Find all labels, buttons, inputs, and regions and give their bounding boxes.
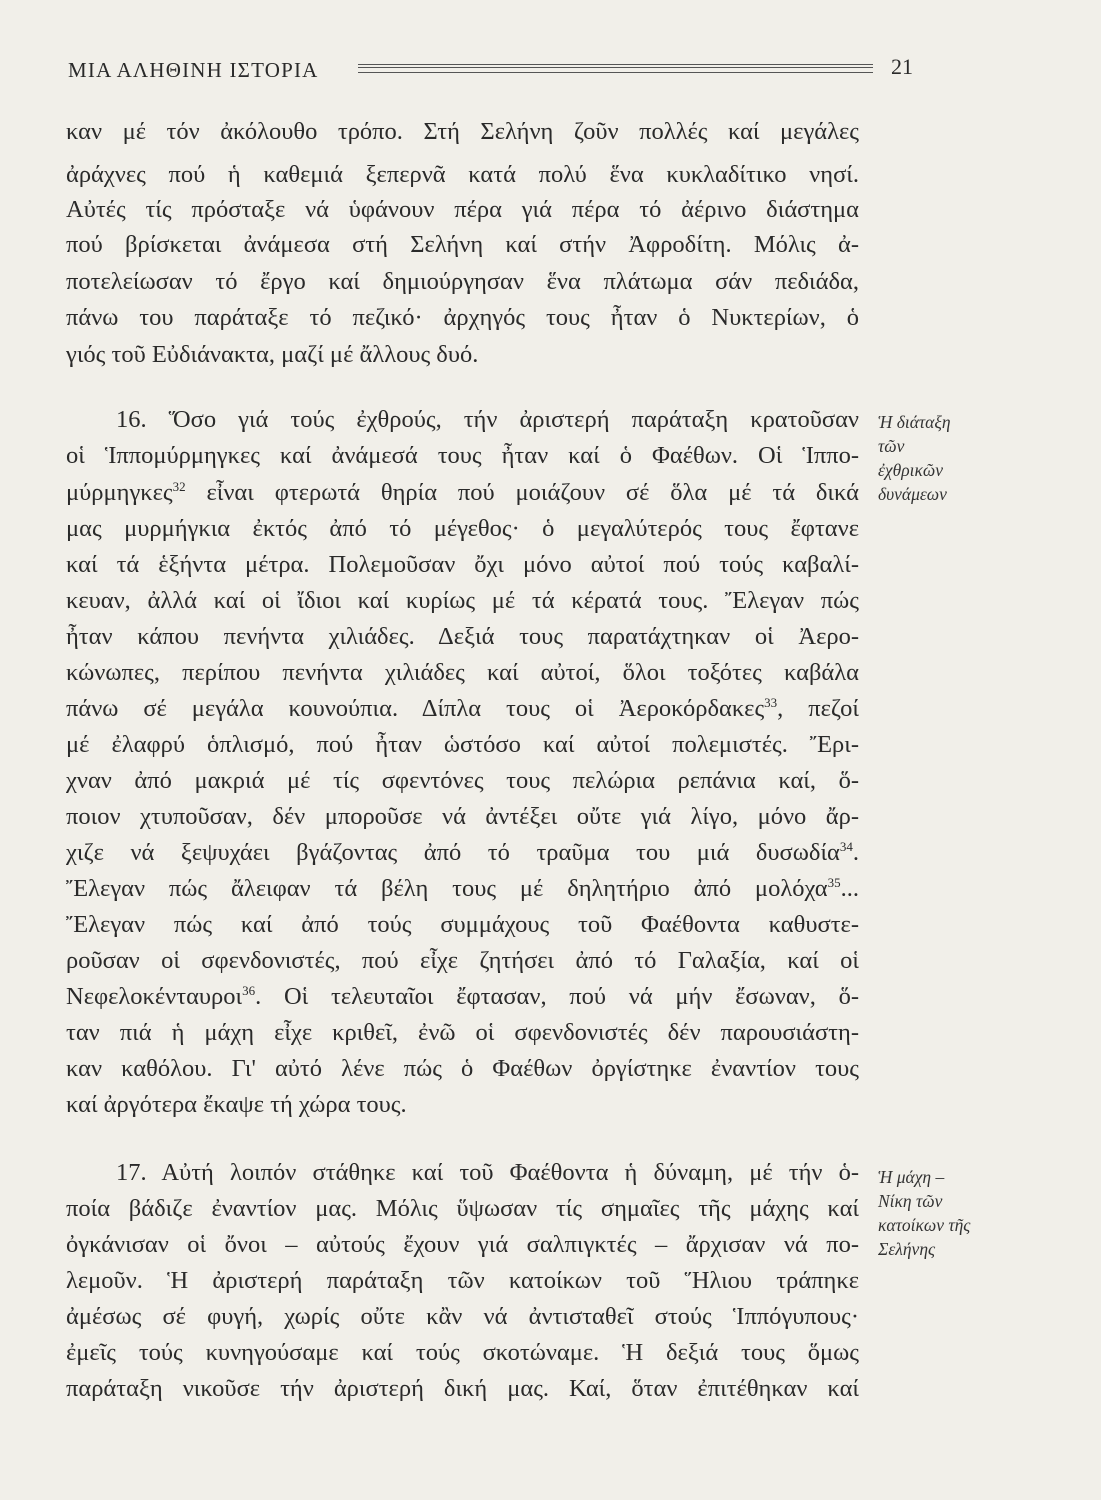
text-line: πού βρίσκεται ἀνάμεσα στή Σελήνη καί στήν Ἀφροδίτη. Μόλις ἀ- <box>66 231 859 258</box>
header-rule <box>358 64 873 73</box>
text-line: ταν πιά ἡ μάχη εἶχε κριθεῖ, ἐνῶ οἱ σφενδονιστές δέν παρουσιάστη- <box>66 1019 859 1046</box>
text-line: ἐμεῖς τούς κυνηγούσαμε καί τούς σκοτώναμε. Ἡ δεξιά τους ὅμως <box>66 1339 859 1366</box>
text-line: Αὐτές τίς πρόσταξε νά ὑφάνουν πέρα γιά πέρα τό ἀέρινο διάστημα <box>66 196 859 223</box>
footnote-ref: 33 <box>764 694 778 710</box>
margin-note-battle: Ἡ μάχη – Νίκη τῶν κατοίκων τῆς Σελήνης <box>878 1167 971 1259</box>
section-17-start: 17. Αὐτή λοιπόν στάθηκε καί τοῦ Φαέθοντα ἡ δύναμη, μέ τήν ὁ- <box>116 1159 859 1186</box>
margin-note-enemy-forces: Ἡ διάταξη τῶν ἐχθρικῶν δυνάμεων <box>878 412 951 504</box>
text-line: κευαν, ἀλλά καί οἱ ἴδιοι καί κυρίως μέ τά κέρατά τους. Ἔλεγαν πώς <box>66 587 859 614</box>
text-line: χιζε νά ξεψυχάει βγάζοντας ἀπό τό τραῦμα του μιά δυσωδία$^{34}$. <box>66 838 859 866</box>
text-line: Νεφελοκένταυροι$^{36}$. Οἱ τελευταῖοι ἔφτασαν, πού νά μήν ἔσωναν, ὅ- <box>66 982 859 1010</box>
book-title: ΜΙΑ ΑΛΗΘΙΝΗ ΙΣΤΟΡΙΑ <box>68 58 319 82</box>
section-16-start: 16. Ὅσο γιά τούς ἐχθρούς, τήν ἀριστερή παράταξη κρατοῦσαν <box>116 406 859 433</box>
text-line: μύρμηγκες$^{32}$ εἶναι φτερωτά θηρία πού μοιάζουν σέ ὅλα μέ τά δικά <box>66 478 859 506</box>
text-line: γιός τοῦ Εὐδιάνακτα, μαζί μέ ἄλλους δυό. <box>66 341 479 368</box>
text-line: καί τά ἑξήντα μέτρα. Πολεμοῦσαν ὄχι μόνο αὐτοί πού τούς καβαλί- <box>66 551 859 578</box>
text-line: Ἔλεγαν πώς καί ἀπό τούς συμμάχους τοῦ Φαέθοντα καθυστε- <box>66 911 859 938</box>
footnote-ref: 36 <box>242 982 256 998</box>
running-header <box>68 50 913 90</box>
text-line: χναν ἀπό μακριά μέ τίς σφεντόνες τους πελώρια ρεπάνια καί, ὅ- <box>66 767 859 794</box>
footnote-ref: 34 <box>839 838 853 854</box>
footnote-ref: 35 <box>827 874 841 890</box>
text-line: ὀγκάνισαν οἱ ὄνοι – αὐτούς ἔχουν γιά σαλπιγκτές – ἄρχισαν νά πο- <box>66 1231 859 1258</box>
text-line: παράταξη νικοῦσε τήν ἀριστερή δική μας. Καί, ὅταν ἐπιτέθηκαν καί <box>66 1375 859 1402</box>
text-line: καν καθόλου. Γι' αὐτό λένε πώς ὁ Φαέθων ὀργίστηκε ἐναντίον τους <box>66 1055 859 1082</box>
text-line: μας μυρμήγκια ἐκτός ἀπό τό μέγεθος· ὁ μεγαλύτερός τους ἔφτανε <box>66 515 859 542</box>
text-line: ροῦσαν οἱ σφενδονιστές, πού εἶχε ζητήσει ἀπό τό Γαλαξία, καί οἱ <box>66 947 859 974</box>
text-line: ἀμέσως σέ φυγή, χωρίς οὔτε κἂν νά ἀντισταθεῖ στούς Ἱππόγυπους· <box>66 1303 859 1330</box>
text-line: οἱ Ἱππομύρμηγκες καί ἀνάμεσά τους ἦταν καί ὁ Φαέθων. Οἱ Ἱππο- <box>66 442 859 469</box>
text-line: μέ ἐλαφρύ ὁπλισμό, πού ἦταν ὡστόσο καί αὐτοί πολεμιστές. Ἔρι- <box>66 731 859 758</box>
text-line: ποία βάδιζε ἐναντίον μας. Μόλις ὕψωσαν τίς σημαῖες τῆς μάχης καί <box>66 1195 859 1222</box>
text-line: πάνω σέ μεγάλα κουνούπια. Δίπλα τους οἱ Ἀεροκόρδακες$^{33}$, πεζοί <box>66 694 859 722</box>
text-line: ἀράχνες πού ἡ καθεμιά ξεπερνᾶ κατά πολύ ἕνα κυκλαδίτικο νησί. <box>66 161 859 188</box>
text-line: ποτελείωσαν τό ἔργο καί δημιούργησαν ἕνα πλάτωμα σάν πεδιάδα, <box>66 268 859 295</box>
page-number: 21 <box>891 54 913 79</box>
text-line: κώνωπες, περίπου πενήντα χιλιάδες καί αὐτοί, ὅλοι τοξότες καβάλα <box>66 659 859 686</box>
text-line: καν μέ τόν ἀκόλουθο τρόπο. Στή Σελήνη ζοῦν πολλές καί μεγάλες <box>66 118 859 145</box>
text-line: πάνω του παράταξε τό πεζικό· ἀρχηγός τους ἦταν ὁ Νυκτερίων, ὁ <box>66 304 859 331</box>
text-line: ἦταν κάπου πενήντα χιλιάδες. Δεξιά τους παρατάχτηκαν οἱ Ἀερο- <box>66 623 859 650</box>
text-line: Ἔλεγαν πώς ἄλειφαν τά βέλη τους μέ δηλητήριο ἀπό μολόχα$^{35}$... <box>66 874 859 902</box>
text-line: ποιον χτυποῦσαν, δέν μποροῦσε νά ἀντέξει οὔτε γιά λίγο, μόνο ἄρ- <box>66 803 859 830</box>
text-line: καί ἀργότερα ἔκαψε τή χώρα τους. <box>66 1091 407 1118</box>
text-line: λεμοῦν. Ἡ ἀριστερή παράταξη τῶν κατοίκων τοῦ Ἥλιου τράπηκε <box>66 1267 859 1294</box>
footnote-ref: 32 <box>172 478 186 494</box>
